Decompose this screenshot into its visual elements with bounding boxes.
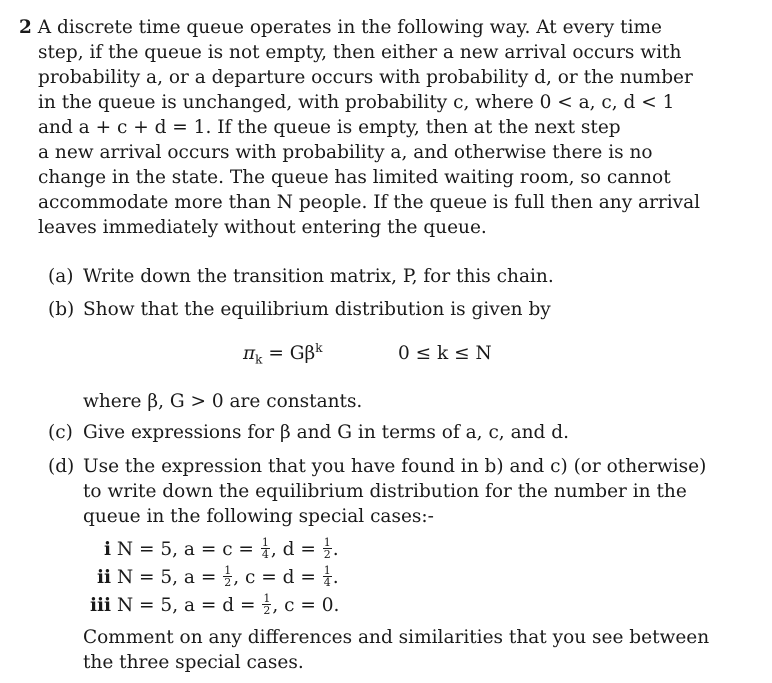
case-iii-frac-1: $\frac{1}{2}$ (263, 591, 271, 617)
part-c-text: Give expressions for β and G in terms of a, c, and d. (83, 422, 569, 443)
part-c-label: (c) (48, 422, 73, 443)
case-i-frac-1: $\frac{1}{4}$ (261, 535, 269, 561)
part-a (48, 265, 554, 289)
formula-rhs: = Gβ (262, 343, 316, 364)
case-i-suffix: . (332, 539, 339, 560)
case-iii-prefix: N = 5, a = d = (116, 595, 262, 616)
case-ii-prefix: N = 5, a = (116, 567, 223, 588)
case-iii-mid: , c = 0. (272, 595, 340, 616)
part-a-text: Write down the transition matrix, P, for this chain. (83, 266, 554, 287)
case-iii-label: iii (90, 595, 112, 616)
case-ii-suffix: . (332, 567, 339, 588)
part-d-label: (d) (48, 456, 75, 477)
case-ii-label: ii (97, 567, 112, 588)
case-ii (97, 563, 339, 590)
intro-line-6: a new arrival occurs with probability a, and otherwise there is no (38, 142, 653, 163)
part-b (48, 298, 551, 322)
intro-line-2: step, if the queue is not empty, then either a new arrival occurs with (38, 42, 682, 63)
part-d-line-2: to write down the equilibrium distribution for the number in the (83, 481, 687, 502)
case-iii (90, 591, 340, 618)
intro-line-4: in the queue is unchanged, with probability c, where 0 < a, c, d < 1 (38, 92, 675, 113)
formula-sup: k (315, 340, 323, 355)
case-ii-mid: , c = d = (233, 567, 322, 588)
part-b-after: where β, G > 0 are constants. (83, 391, 363, 412)
part-c (48, 421, 569, 445)
formula-pi: π (243, 343, 256, 364)
intro-line-7: change in the state. The queue has limited waiting room, so cannot (38, 167, 671, 188)
intro-line-9: leaves immediately without entering the queue. (38, 217, 487, 238)
case-i-frac-2: $\frac{1}{2}$ (323, 535, 331, 561)
equilibrium-formula (243, 342, 322, 366)
intro-line-8: accommodate more than N people. If the queue is full then any arrival (38, 192, 701, 213)
formula-sub: k (255, 352, 263, 367)
case-i-mid: , d = (270, 539, 322, 560)
intro-line-3: probability a, or a departure occurs with probability d, or the number (38, 67, 693, 88)
comment-line-2: the three special cases. (83, 652, 304, 673)
intro-line-5: and a + c + d = 1. If the queue is empty, then at the next step (38, 117, 621, 138)
formula-range: 0 ≤ k ≤ N (398, 343, 492, 364)
question-number: 2 (19, 17, 32, 38)
part-d (48, 455, 707, 479)
comment-line-1: Comment on any differences and similarities that you see between (83, 627, 710, 648)
case-ii-frac-2: $\frac{1}{4}$ (323, 563, 331, 589)
part-b-label: (b) (48, 299, 75, 320)
part-a-label: (a) (48, 266, 74, 287)
part-b-text: Show that the equilibrium distribution is given by (83, 299, 551, 320)
part-d-text-1: Use the expression that you have found in b) and c) (or otherwise) (83, 456, 707, 477)
case-i-prefix: N = 5, a = c = (116, 539, 260, 560)
case-i (104, 535, 339, 562)
intro-line-1 (19, 16, 662, 40)
part-d-line-3: queue in the following special cases:- (83, 506, 434, 527)
intro-text-1: A discrete time queue operates in the following way. At every time (37, 17, 662, 38)
case-ii-frac-1: $\frac{1}{2}$ (224, 563, 232, 589)
case-i-label: i (104, 539, 112, 560)
